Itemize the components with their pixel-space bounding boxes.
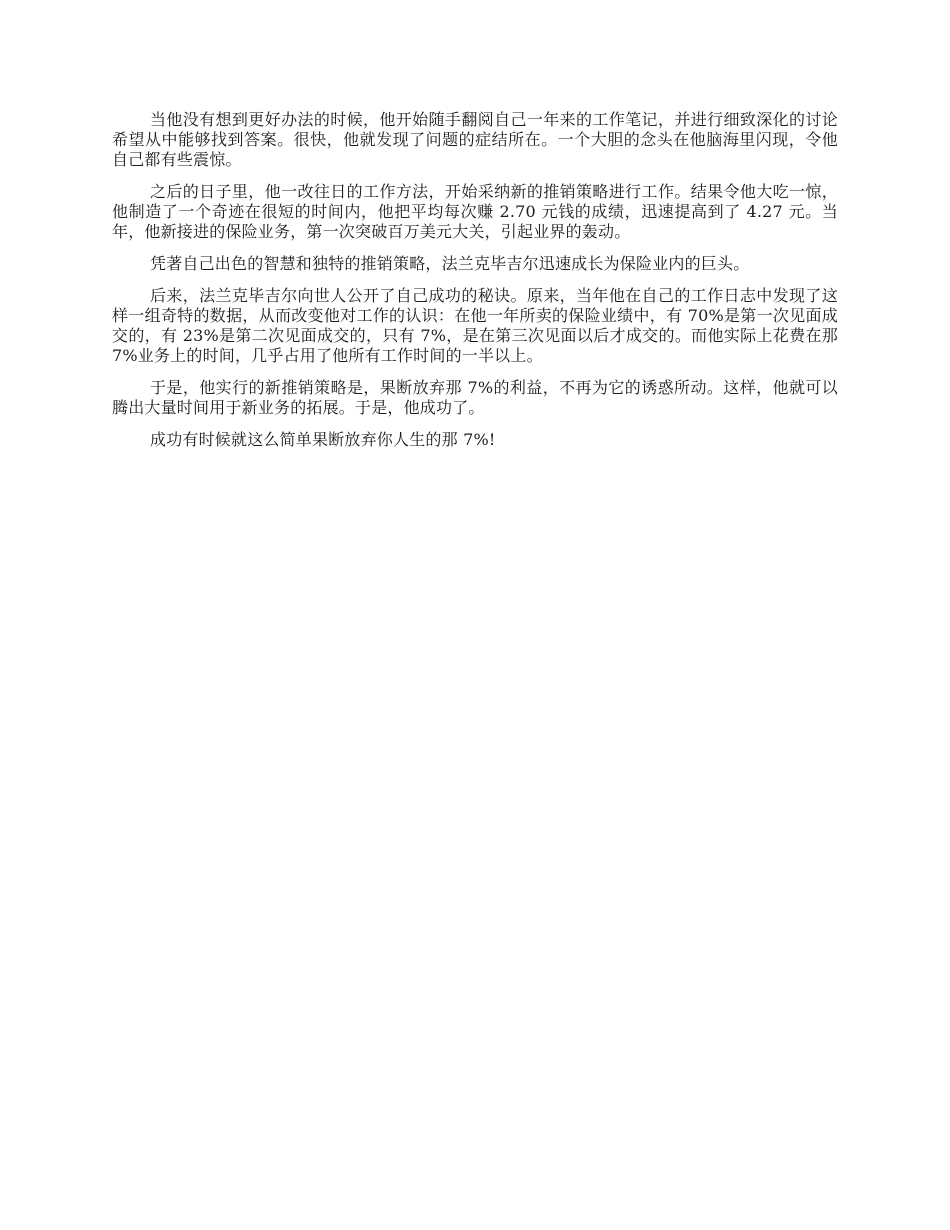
document-body [112,110,838,462]
paragraph-3: 凭著自己出色的智慧和独特的推销策略，法兰克毕吉尔迅速成长为保险业内的巨头。 [150,254,750,273]
paragraph-5: 于是，他实行的新推销策略是，果断放弃那 7%的利益，不再为它的诱惑所动。这样，他就可以腾出大量时间用于新业务的拓展。于是，他成功了。 [112,378,838,417]
paragraph-4: 后来，法兰克毕吉尔向世人公开了自己成功的秘诀。原来，当年他在自己的工作日志中发现了这样一组奇特的数据，从而改变他对工作的认识：在他一年所卖的保险业绩中，有 70%是第一次见面成交的，有 23%是第二次见面成交的，只有 7%，是在第三次见面以后才成交的。而他实际上花费在那 7%业务上的时间，几乎占用了他所有工作时间的一半以上。 [112,286,838,365]
paragraph-1: 当他没有想到更好办法的时候，他开始随手翻阅自己一年来的工作笔记，并进行细致深化的讨论希望从中能够找到答案。很快，他就发现了问题的症结所在。一个大胆的念头在他脑海里闪现，令他自己都有些震惊。 [112,110,838,169]
paragraph-2: 之后的日子里，他一改往日的工作方法，开始采纳新的推销策略进行工作。结果令他大吃一惊，他制造了一个奇迹在很短的时间内，他把平均每次赚 2.70 元钱的成绩，迅速提高到了 4.27 元。当年，他新接进的保险业务，第一次突破百万美元大关，引起业界的轰动。 [112,182,838,241]
paragraph-6: 成功有时候就这么简单果断放弃你人生的那 7%! [150,430,496,449]
